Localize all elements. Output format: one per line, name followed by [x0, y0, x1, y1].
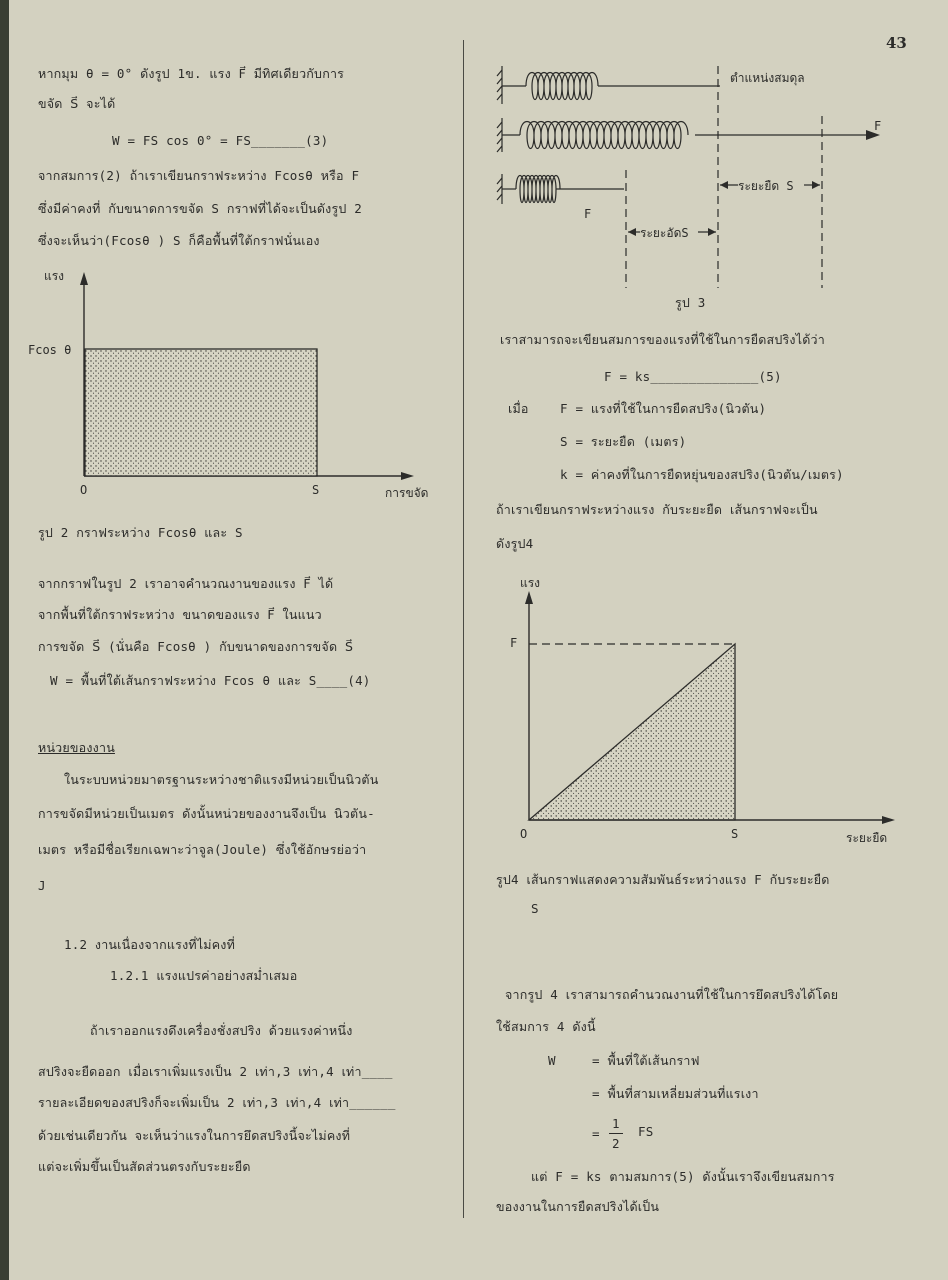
fig4-y-arrow — [525, 591, 533, 604]
fig2-x-label: การขจัด — [385, 486, 429, 500]
fraction-equals: = — [592, 1126, 600, 1141]
left-text-line: จากพื้นที่ใต้กราฟระหว่าง ขนาดของแรง F⃗ ในแนว — [38, 607, 322, 622]
fig2-y-label: แรง — [44, 269, 65, 283]
left-text-line: ด้วยเช่นเดียวกัน จะเห็นว่าแรงในการยึดสปริงนี้จะไม่คงที่ — [38, 1128, 351, 1143]
fig2-y-tick: Fcos θ — [28, 343, 72, 357]
left-text-line: ถ้าเราออกแรงดึงเครื่องชั่งสปริง ด้วยแรงค่าหนึ่ง — [90, 1023, 353, 1038]
definition-k: k = ค่าคงที่ในการยืดหยุ่นของสปริง(นิวตัน/เมตร) — [560, 467, 844, 482]
fig4-y-tick: F — [510, 636, 518, 650]
left-text-line: ขจัด S⃗ จะได้ — [38, 96, 116, 111]
fraction-bar — [609, 1133, 623, 1134]
fig3-equilibrium-label: ตำแหน่งสมดุล — [730, 71, 805, 85]
left-text-line: ซึ่งจะเห็นว่า(Fcosθ ) S ก็คือพื้นที่ใต้กราฟนั่นเอง — [38, 233, 320, 248]
fig2-x-tick: S — [312, 483, 320, 497]
fig4-x-tick: S — [731, 827, 739, 841]
left-text-line: แต่จะเพิ่มขึ้นเป็นสัดส่วนตรงกับระยะยืด — [38, 1159, 251, 1174]
right-text-line: แต่ F = ks ตามสมการ(5) ดังนั้นเราจึงเขียนสมการ — [531, 1169, 835, 1184]
figure-2-caption: รูป 2 กราฟระหว่าง Fcosθ และ S — [38, 525, 243, 540]
right-text-line: ใช้สมการ 4 ดังนี้ — [496, 1019, 596, 1034]
right-text-line: ของงานในการยืดสปริงได้เป็น — [496, 1199, 660, 1214]
fig4-x-arrow — [882, 816, 895, 824]
left-text-line: การขจัด S⃗ (นั่นคือ Fcosθ ) กับขนาดของการขจัด S⃗ — [38, 639, 354, 654]
fraction-denominator: 2 — [612, 1136, 620, 1151]
equation-3: W = FS cos 0° = FS_______(3) — [112, 133, 329, 148]
fraction-numerator: 1 — [612, 1116, 620, 1131]
page-number: 43 — [886, 34, 907, 52]
figure-3-caption: รูป 3 — [675, 295, 706, 310]
section-heading-1-2-1: 1.2.1 แรงแปรค่าอย่างสม่ำเสมอ — [110, 968, 298, 983]
definition-F: F = แรงที่ใช้ในการยืดสปริง(นิวตัน) — [560, 401, 767, 416]
left-text-line: รายละเอียดของสปริงก็จะเพิ่มเป็น 2 เท่า,3 เท่า,4 เท่า______ — [38, 1095, 396, 1110]
fig3-compress-label: ระยะอัดS — [640, 226, 689, 240]
left-text-line: เมตร หรือมีชื่อเรียกเฉพาะว่าจูล(Joule) ซึ่งใช้อักษรย่อว่า — [38, 842, 367, 857]
work-eq-line-2: = พื้นที่สามเหลี่ยมส่วนที่แรเงา — [592, 1086, 759, 1101]
fig4-y-label: แรง — [520, 576, 541, 590]
left-text-line: J — [38, 878, 46, 893]
work-label: W — [548, 1053, 556, 1068]
section-heading-1-2: 1.2 งานเนื่องจากแรงที่ไม่คงที่ — [64, 937, 236, 952]
fig4-x-label: ระยะยืด — [846, 831, 888, 845]
section-heading-unit-of-work: หน่วยของงาน — [38, 740, 115, 755]
right-text-line: เราสามารถจะเขียนสมการของแรงที่ใช้ในการยืดสปริงได้ว่า — [500, 332, 825, 347]
figure-4-caption: รูป4 เส้นกราฟแสดงความสัมพันธ์ระหว่างแรง F กับระยะยืด — [496, 872, 830, 887]
equation-5: F = ks______________(5) — [604, 369, 782, 384]
figure-4-caption-cont: S — [531, 901, 539, 916]
fraction-rest: FS — [638, 1124, 654, 1139]
fig4-origin: O — [520, 827, 528, 841]
fig3-force-left: F — [584, 207, 592, 221]
left-text-line: จากกราฟในรูป 2 เราอาจคำนวณงานของแรง F⃗ ได้ — [38, 576, 334, 591]
work-eq-line-1: = พื้นที่ใต้เส้นกราฟ — [592, 1053, 700, 1068]
left-text-line: การขจัดมีหน่วยเป็นเมตร ดังนั้นหน่วยของงานจึงเป็น นิวตัน- — [38, 806, 375, 821]
fig2-origin: O — [80, 483, 88, 497]
definition-when: เมื่อ — [508, 401, 529, 416]
right-text-line: จากรูป 4 เราสามารถคำนวณงานที่ใช้ในการยึดสปริงได้โดย — [505, 987, 839, 1002]
left-text-line: ในระบบหน่วยมาตรฐานระหว่างชาติแรงมีหน่วยเป็นนิวตัน — [64, 772, 379, 787]
left-text-line: จากสมการ(2) ถ้าเราเขียนกราฟระหว่าง Fcosθ หรือ F — [38, 168, 360, 183]
left-text-line: หากมุม θ = 0° ดังรูป 1ข. แรง F⃗ มีทิศเดียวกับการ — [38, 66, 345, 81]
fig3-force-right: F — [874, 119, 882, 133]
left-text-line: ซึ่งมีค่าคงที่ กับขนาดการขจัด S กราฟที่ได้จะเป็นดังรูป 2 — [38, 201, 362, 216]
left-text-line: สปริงจะยืดออก เมื่อเราเพิ่มแรงเป็น 2 เท่า,3 เท่า,4 เท่า____ — [38, 1064, 393, 1079]
equation-4: W = พื้นที่ใต้เส้นกราฟระหว่าง Fcos θ และ S____(4) — [50, 673, 371, 688]
right-text-line: ดังรูป4 — [496, 536, 534, 551]
fig4-shaded-triangle — [529, 644, 735, 820]
definition-S: S = ระยะยืด (เมตร) — [560, 434, 687, 449]
fig3-stretch-label: ระยะยืด S — [738, 179, 794, 193]
right-text-line: ถ้าเราเขียนกราฟระหว่างแรง กับระยะยืด เส้นกราฟจะเป็น — [496, 502, 818, 517]
